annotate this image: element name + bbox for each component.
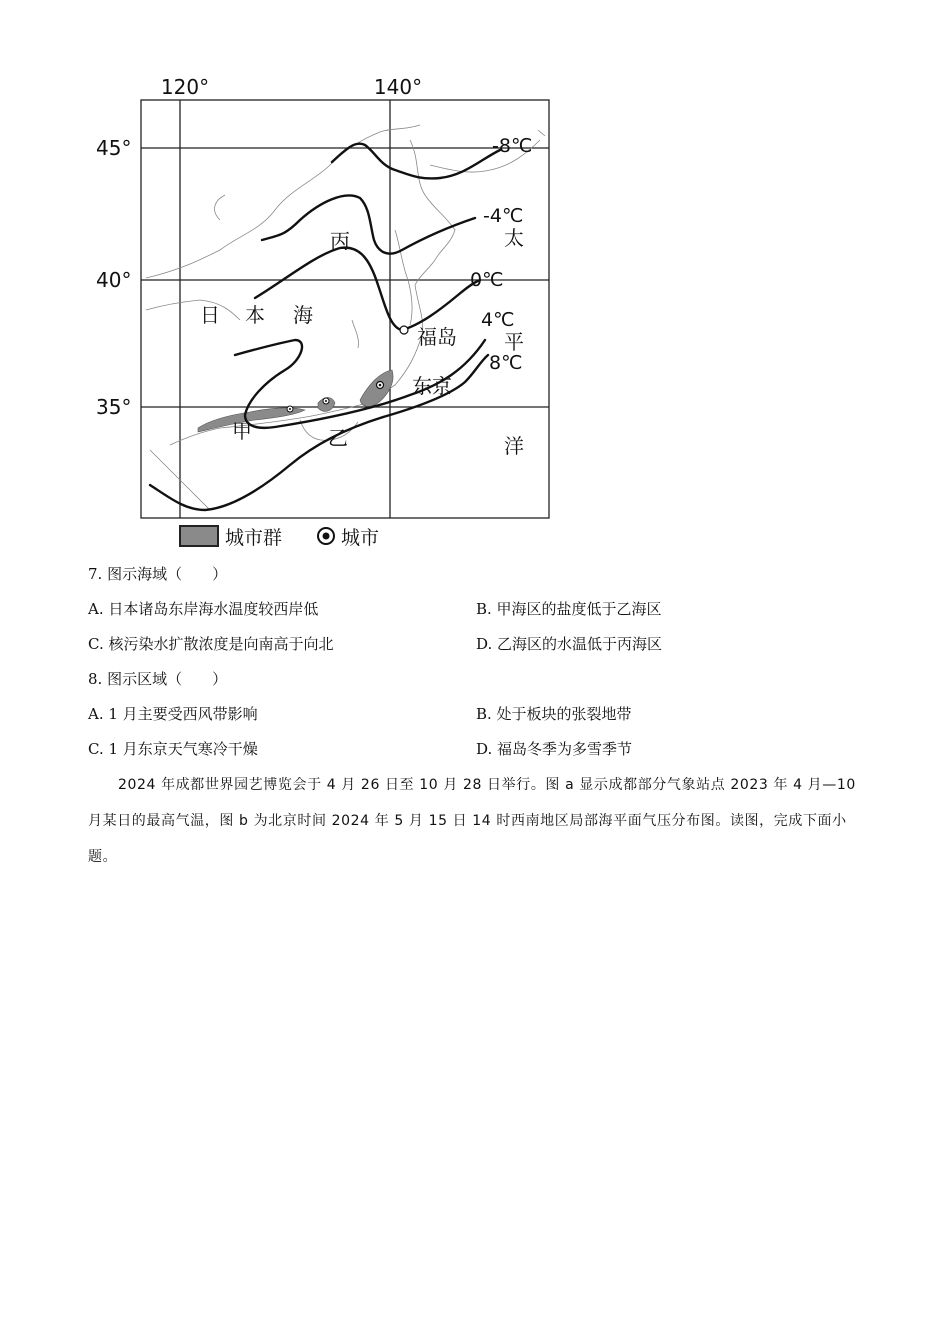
isotherm-label-8: 8℃ — [489, 352, 523, 374]
question-7-option-b: B. 甲海区的盐度低于乙海区 — [476, 600, 662, 618]
legend-city-group-swatch — [180, 526, 218, 546]
question-7-option-c: C. 核污染水扩散浓度是向南高于向北 — [88, 635, 334, 653]
passage-text: 2024 年成都世界园艺博览会于 4 月 26 日至 10 月 28 日举行。图 a 显示成都部分气象站点 2023 年 4 月—10 月某日的最高气温，图 b 为北京时间 2024 年 5 月 15 日 14 时西南地区局部海平面气压分布图。读图，完成下面小题。 — [88, 777, 856, 865]
legend-city-group-label: 城市群 — [225, 527, 283, 549]
label-sea-japan-2: 本 — [245, 303, 265, 327]
label-tokyo: 东京 — [412, 374, 452, 398]
question-7-option-a: A. 日本诸岛东岸海水温度较西岸低 — [88, 600, 319, 618]
label-pacific-2: 平 — [504, 330, 524, 354]
lat-label-35: 35° — [96, 395, 132, 419]
map-legend — [180, 526, 379, 549]
city-marker-fukushima — [400, 326, 408, 334]
label-sea-japan-1: 日 — [200, 303, 220, 327]
isotherm-map — [90, 70, 570, 555]
question-7-stem: 7. 图示海域（ ） — [88, 565, 228, 583]
isotherm-label-minus8: -8℃ — [492, 135, 533, 157]
isotherm-label-0: 0℃ — [470, 269, 504, 291]
question-8-stem: 8. 图示区域（ ） — [88, 670, 228, 688]
question-8-option-c: C. 1 月东京天气寒冷干燥 — [88, 740, 258, 758]
legend-city-label: 城市 — [341, 527, 380, 549]
lon-label-120: 120° — [160, 75, 210, 99]
isotherm-label-minus4: -4℃ — [483, 205, 524, 227]
label-pacific-3: 洋 — [504, 434, 524, 458]
isotherm-minus4 — [262, 195, 475, 253]
lat-label-45: 45° — [96, 136, 132, 160]
lat-label-40: 40° — [96, 268, 132, 292]
question-8-option-a: A. 1 月主要受西风带影响 — [88, 705, 258, 723]
question-8-option-d: D. 福岛冬季为多雪季节 — [476, 740, 633, 758]
isotherm-label-4: 4℃ — [481, 309, 515, 331]
label-bing: 丙 — [330, 229, 350, 253]
label-yi: 乙 — [328, 426, 348, 450]
label-fukushima: 福岛 — [417, 325, 457, 349]
label-sea-japan-3: 海 — [293, 303, 313, 327]
label-jia: 甲 — [232, 419, 252, 443]
lon-label-140: 140° — [373, 75, 423, 99]
label-pacific-1: 太 — [504, 226, 524, 250]
question-8-option-b: B. 处于板块的张裂地带 — [476, 705, 632, 723]
isotherm-0 — [255, 248, 480, 330]
question-7-option-d: D. 乙海区的水温低于丙海区 — [476, 635, 663, 653]
